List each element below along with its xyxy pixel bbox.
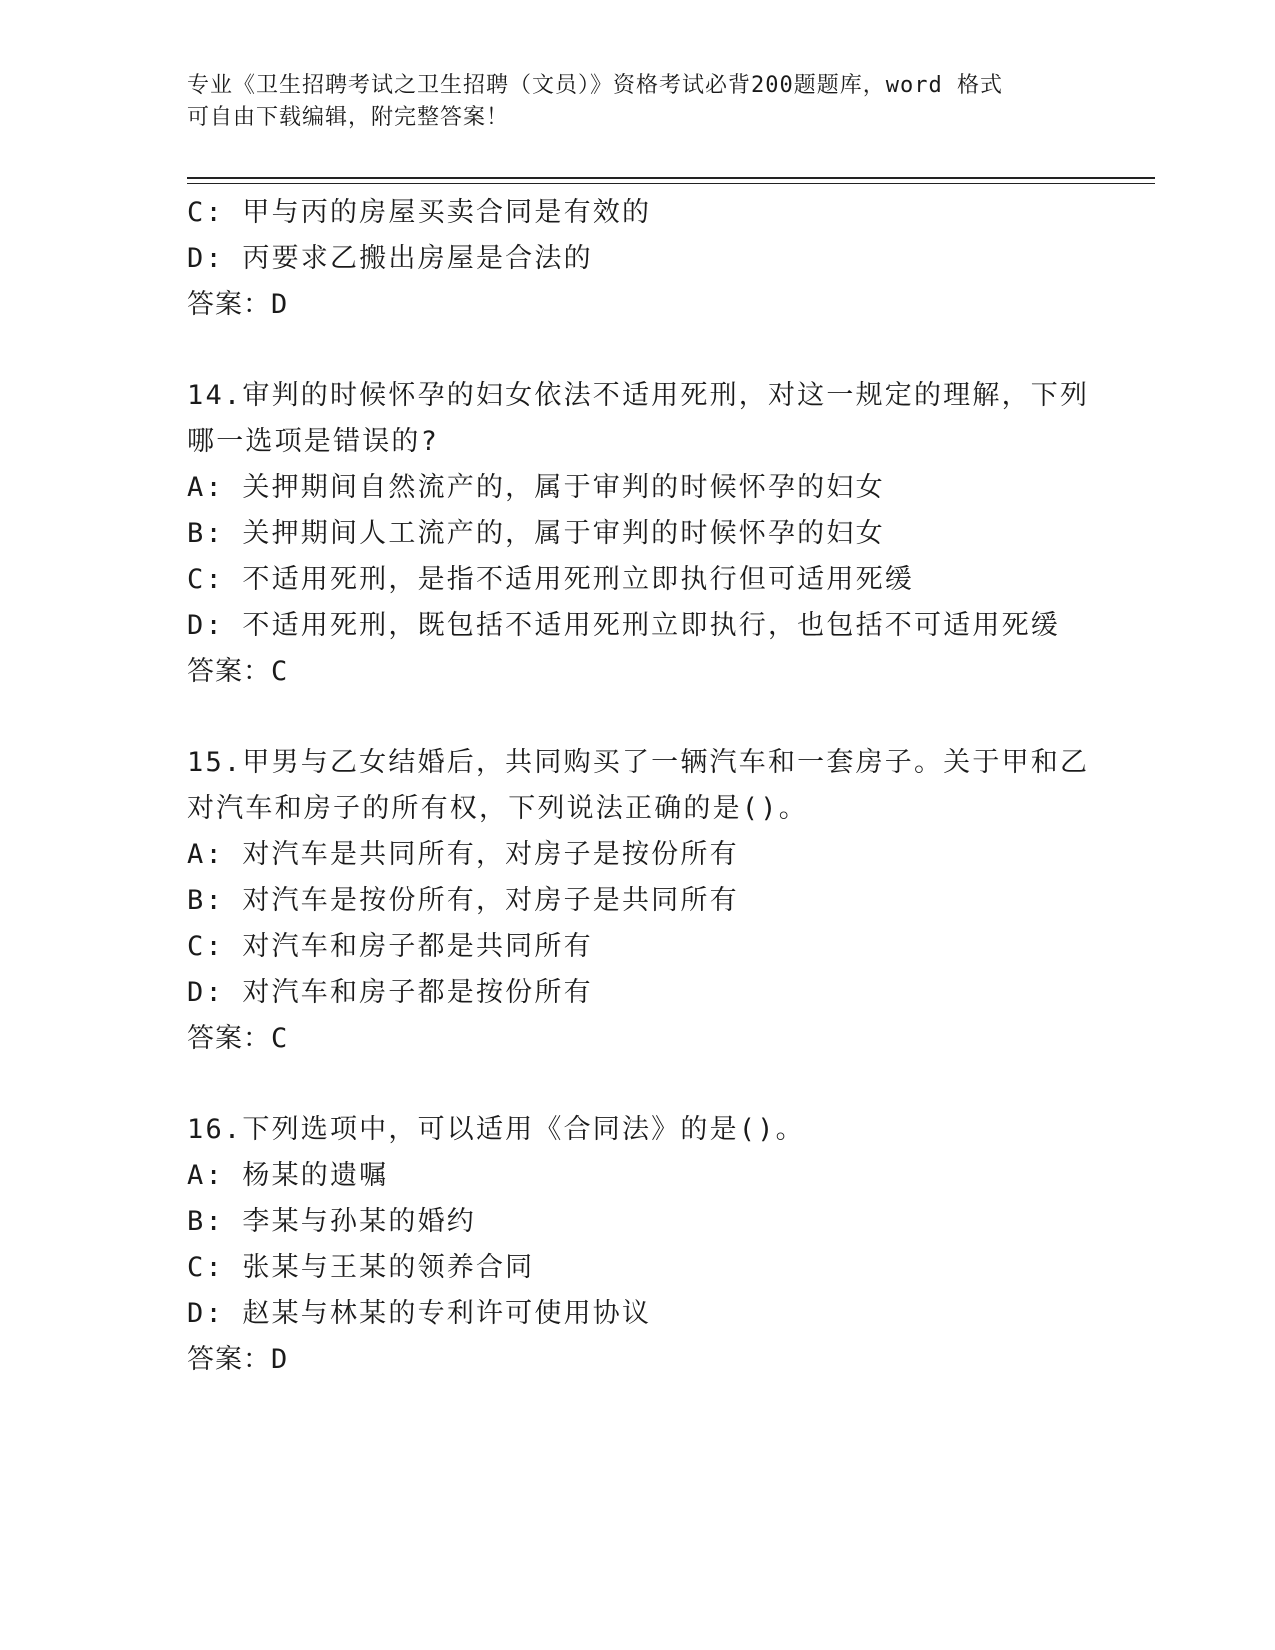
answer-line: 答案：D xyxy=(187,289,289,320)
header-divider-thin xyxy=(187,183,1155,184)
option-b: B: 关押期间人工流产的，属于审判的时候怀孕的妇女 xyxy=(187,518,885,549)
option-a: A: 对汽车是共同所有，对房子是按份所有 xyxy=(187,839,739,870)
option-d: D: 丙要求乙搬出房屋是合法的 xyxy=(187,243,593,274)
option-b: B: 对汽车是按份所有，对房子是共同所有 xyxy=(187,885,739,916)
question-15 xyxy=(187,740,1107,1062)
question-16 xyxy=(187,1107,1107,1383)
question-stem-line: 15.甲男与乙女结婚后，共同购买了一辆汽车和一套房子。关于甲和乙 xyxy=(187,747,1090,778)
header-divider-thick xyxy=(187,177,1155,179)
question-content xyxy=(187,190,1107,1383)
spacer xyxy=(187,695,1107,740)
answer-line: 答案：D xyxy=(187,1344,289,1375)
header-subtitle-line: 可自由下载编辑，附完整答案！ xyxy=(187,105,510,130)
question-stem-line: 哪一选项是错误的? xyxy=(187,426,440,457)
option-c: C: 不适用死刑，是指不适用死刑立即执行但可适用死缓 xyxy=(187,564,914,595)
question-stem-line: 对汽车和房子的所有权，下列说法正确的是()。 xyxy=(187,793,808,824)
question-13-continued xyxy=(187,190,1107,328)
document-header xyxy=(187,70,1087,134)
header-title-line: 专业《卫生招聘考试之卫生招聘（文员）》资格考试必背200题题库，word 格式 xyxy=(187,73,1003,98)
question-stem-line: 14.审判的时候怀孕的妇女依法不适用死刑，对这一规定的理解，下列 xyxy=(187,380,1090,411)
option-d: D: 赵某与林某的专利许可使用协议 xyxy=(187,1298,652,1329)
spacer xyxy=(187,1062,1107,1107)
question-stem-line: 16.下列选项中，可以适用《合同法》的是()。 xyxy=(187,1114,805,1145)
answer-line: 答案：C xyxy=(187,1023,289,1054)
option-a: A: 关押期间自然流产的，属于审判的时候怀孕的妇女 xyxy=(187,472,885,503)
option-d: D: 不适用死刑，既包括不适用死刑立即执行，也包括不可适用死缓 xyxy=(187,610,1060,641)
spacer xyxy=(187,328,1107,373)
answer-line: 答案：C xyxy=(187,656,289,687)
option-c: C: 张某与王某的领养合同 xyxy=(187,1252,535,1283)
question-14 xyxy=(187,373,1107,695)
option-a: A: 杨某的遗嘱 xyxy=(187,1160,389,1191)
option-d: D: 对汽车和房子都是按份所有 xyxy=(187,977,593,1008)
option-c: C: 对汽车和房子都是共同所有 xyxy=(187,931,593,962)
option-c: C: 甲与丙的房屋买卖合同是有效的 xyxy=(187,197,652,228)
option-b: B: 李某与孙某的婚约 xyxy=(187,1206,476,1237)
